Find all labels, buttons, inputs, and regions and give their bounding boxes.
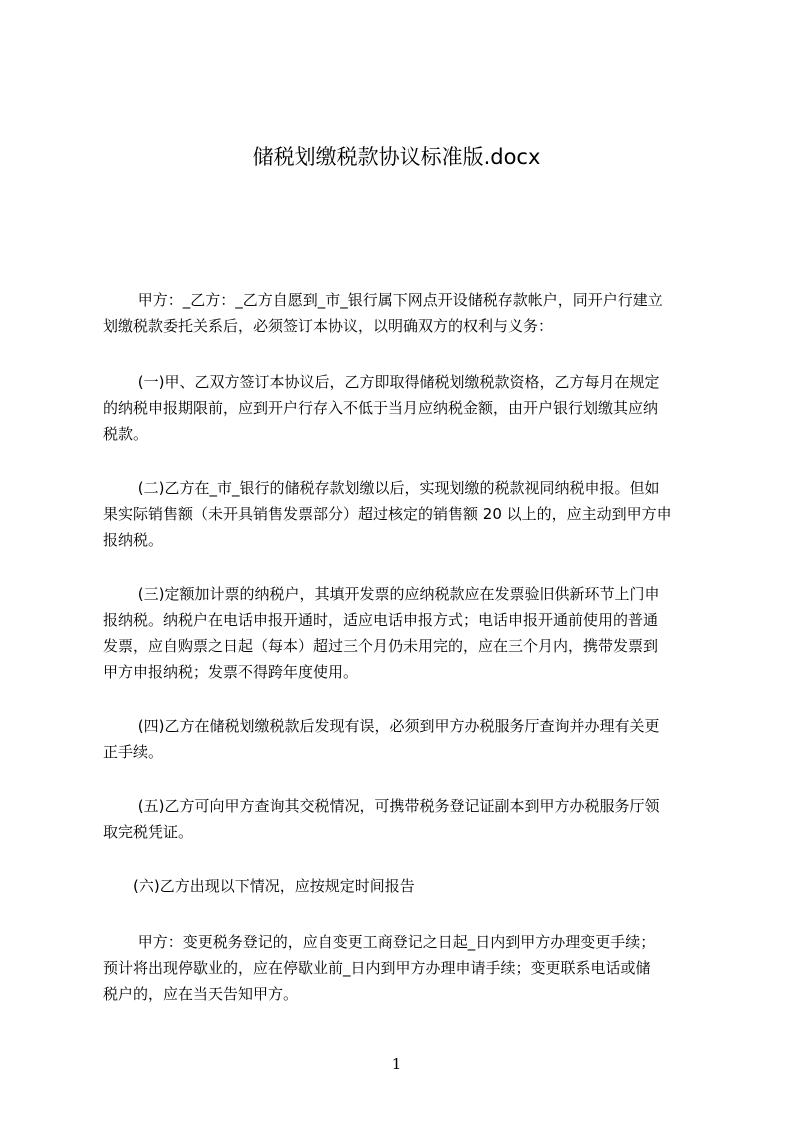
text-line: 发票，应自购票之日起（每本）超过三个月仍未用完的，应在三个月内，携带发票到 bbox=[103, 637, 659, 655]
text-line: (四)乙方在储税划缴税款后发现有误，必须到甲方办税服务厅查询并办理有关更 bbox=[103, 717, 660, 735]
text-line: 取完税凭证。 bbox=[103, 823, 194, 841]
paragraph-clause-5 bbox=[103, 793, 700, 845]
page-number: 1 bbox=[391, 1055, 402, 1073]
text-line: 甲方申报纳税；发票不得跨年度使用。 bbox=[103, 663, 359, 681]
text-line: 报纳税。纳税户在电话申报开通时，适应电话申报方式；电话申报开通前使用的普通 bbox=[103, 611, 659, 629]
text-line: 税款。 bbox=[103, 425, 149, 443]
paragraph-clause-6 bbox=[103, 873, 700, 899]
text-line: (一)甲、乙双方签订本协议后，乙方即取得储税划缴税款资格，乙方每月在规定 bbox=[103, 373, 660, 391]
text-line: 果实际销售额（未开具销售发票部分）超过核定的销售额 20 以上的，应主动到甲方申 bbox=[103, 505, 672, 523]
text-line: 甲方：_乙方：_乙方自愿到_市_银行属下网点开设储税存款帐户，同开户行建立 bbox=[103, 291, 663, 309]
text-line: (五)乙方可向甲方查询其交税情况，可携带税务登记证副本到甲方办税服务厅领 bbox=[103, 797, 660, 815]
text-line: 正手续。 bbox=[103, 743, 164, 761]
document-body bbox=[103, 0, 700, 1122]
text-line: 甲方：变更税务登记的，应自变更工商登记之日起_日内到甲方办理变更手续； bbox=[103, 933, 656, 951]
text-line: (三)定额加计票的纳税户，其填开发票的应纳税款应在发票验旧供新环节上门申 bbox=[103, 585, 660, 603]
paragraph-party-a-changes bbox=[103, 929, 700, 1007]
text-line: (二)乙方在_市_银行的储税存款划缴以后，实现划缴的税款视同纳税申报。但如 bbox=[103, 479, 660, 497]
paragraph-clause-3 bbox=[103, 581, 700, 685]
paragraph-clause-4 bbox=[103, 713, 700, 765]
paragraph-clause-1 bbox=[103, 369, 700, 447]
text-line: 税户的，应在当天告知甲方。 bbox=[103, 985, 299, 1003]
text-line: 的纳税申报期限前，应到开户行存入不低于当月应纳税金额，由开户银行划缴其应纳 bbox=[103, 399, 659, 417]
document-title: 储税划缴税款协议标准版.docx bbox=[252, 145, 541, 169]
text-line: 划缴税款委托关系后，必须签订本协议，以明确双方的权利与义务： bbox=[103, 317, 554, 335]
text-line: (六)乙方出现以下情况，应按规定时间报告 bbox=[103, 877, 415, 895]
text-line: 预计将出现停歇业的，应在停歇业前_日内到甲方办理申请手续；变更联系电话或储 bbox=[103, 959, 651, 977]
text-line: 报纳税。 bbox=[103, 531, 164, 549]
paragraph-clause-2 bbox=[103, 475, 700, 553]
paragraph-preamble bbox=[103, 287, 700, 339]
